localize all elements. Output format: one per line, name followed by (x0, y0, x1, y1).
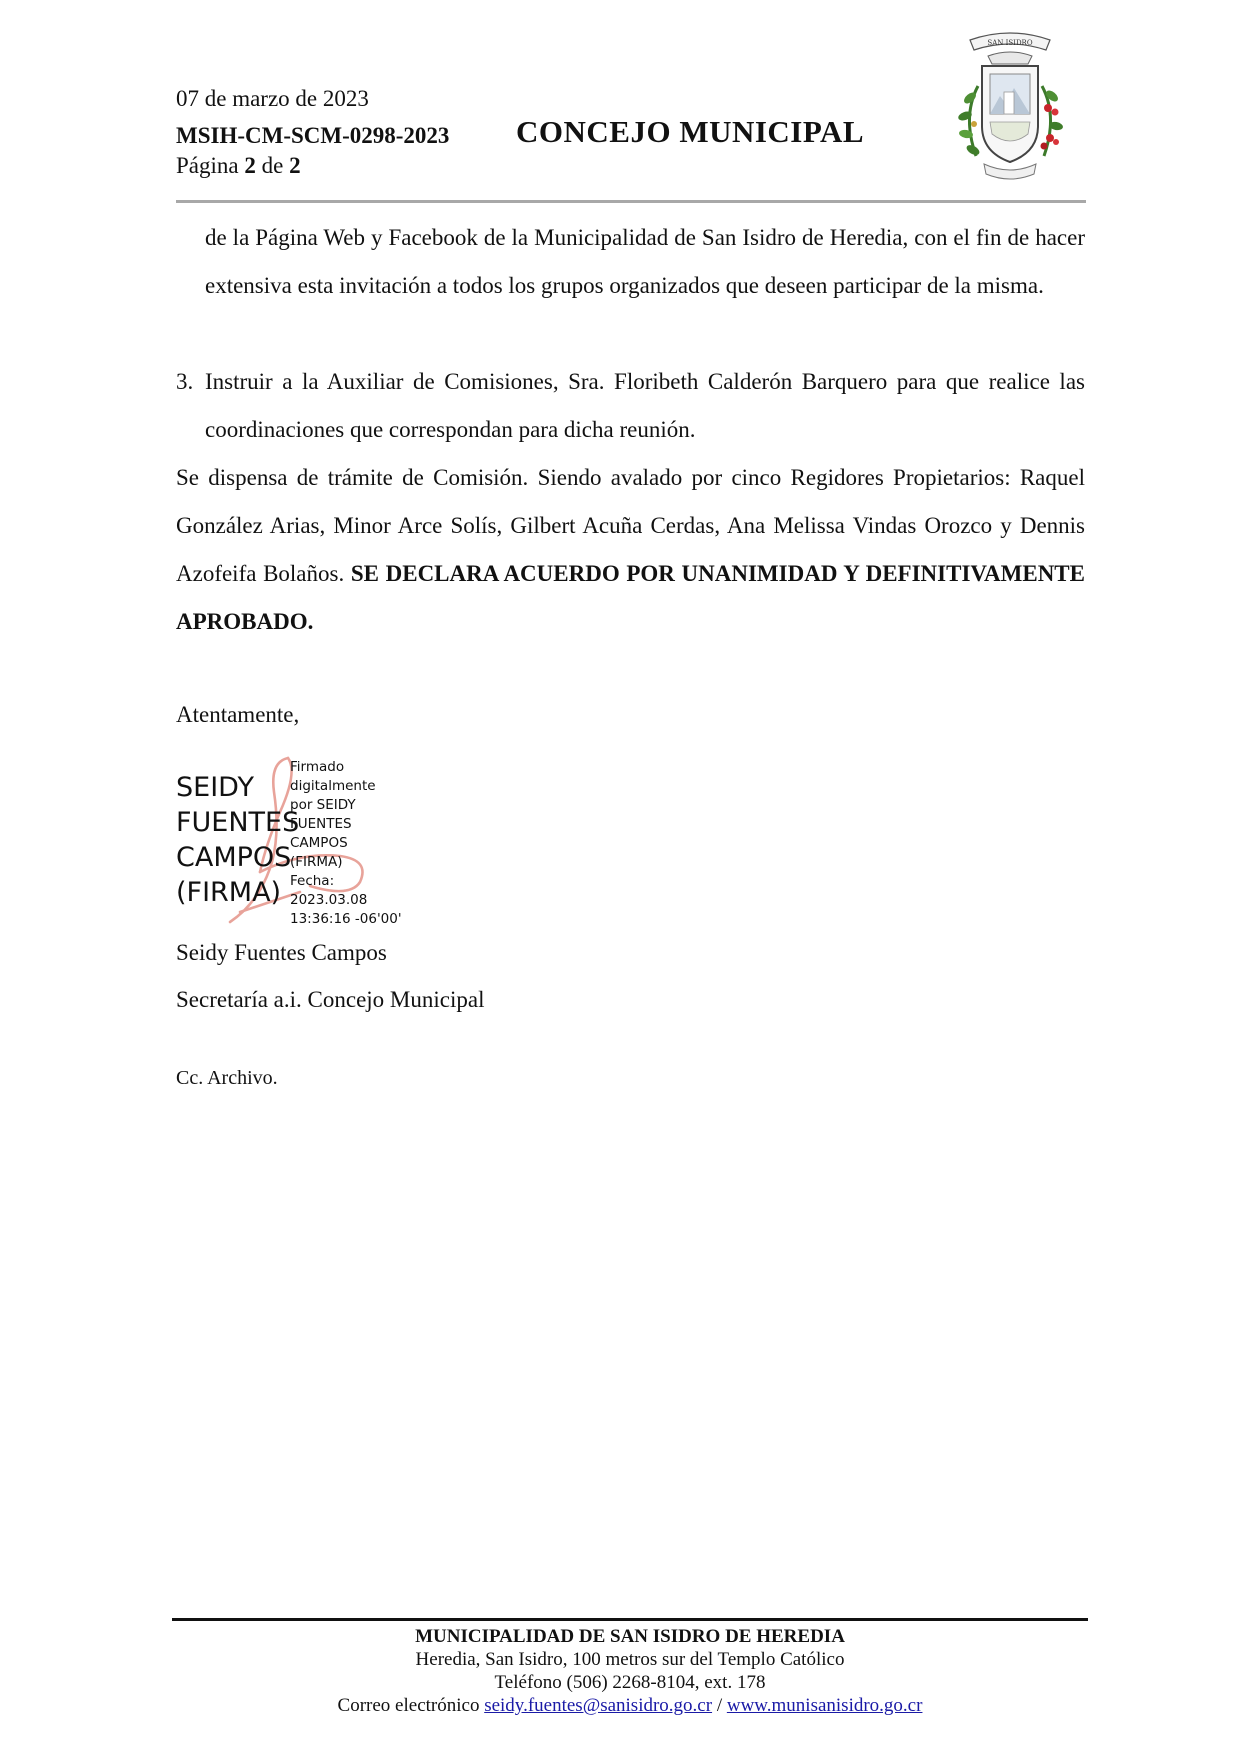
crest-banner-text: SAN ISIDRO (987, 39, 1033, 47)
continuation-paragraph: de la Página Web y Facebook de la Municipalidad de San Isidro de Heredia, con el fin de hacer extensiva esta invitación a todos los grupos organizados que deseen participar de la misma. (205, 225, 1085, 298)
list-item-3 (176, 358, 1085, 454)
agreement-declaration: SE DECLARA ACUERDO POR UNANIMIDAD Y DEFINITIVAMENTE APROBADO. (176, 561, 1085, 634)
document-reference: MSIH-CM-SCM-0298-2023 (176, 123, 450, 148)
page-total: 2 (289, 153, 301, 178)
footer-contact (172, 1694, 1088, 1717)
closing-salutation: Atentamente, (176, 702, 300, 727)
copy-recipients: Cc. Archivo. (176, 1067, 278, 1089)
agreement-paragraph (176, 454, 1085, 646)
signer-role: Secretaría a.i. Concejo Municipal (176, 987, 485, 1012)
page-current: 2 (244, 153, 256, 178)
footer-divider (172, 1618, 1088, 1621)
footer-email-prefix: Correo electrónico (337, 1695, 485, 1716)
footer-phone: Teléfono (506) 2268-8104, ext. 178 (494, 1672, 766, 1693)
footer-email-link[interactable]: seidy.fuentes@sanisidro.go.cr (484, 1695, 713, 1716)
page-number (176, 151, 301, 181)
header-divider (176, 200, 1086, 203)
footer-website-link[interactable]: www.munisanisidro.go.cr (726, 1695, 923, 1716)
signer-name: Seidy Fuentes Campos (176, 940, 387, 965)
list-item-text: Instruir a la Auxiliar de Comisiones, Sra. Floribeth Calderón Barquero para que realice las coordinaciones que correspondan para dicha reunión. (205, 369, 1085, 442)
document-date: 07 de marzo de 2023 (176, 86, 369, 111)
page-prefix: Página (176, 153, 245, 178)
signature-name-block: SEIDY FUENTES CAMPOS (FIRMA) (176, 772, 300, 908)
footer-separator: / (712, 1695, 727, 1716)
signature-details: Firmado digitalmente por SEIDY FUENTES CAMPOS (FIRMA) Fecha: 2023.03.08 13:36:16 -06'00' (290, 759, 402, 927)
org-title: CONCEJO MUNICIPAL (516, 114, 865, 149)
footer-address: Heredia, San Isidro, 100 metros sur del Templo Católico (415, 1649, 845, 1670)
agreement-text: Se dispensa de trámite de Comisión. Siendo avalado por cinco Regidores Propietarios: Raquel González Arias, Minor Arce Solís, Gilbert Acuña Cerdas, Ana Melissa Vindas Orozco y Dennis Azofeifa Bolaños. (176, 465, 1085, 586)
list-item-number: 3. (176, 369, 194, 394)
page-footer (172, 1625, 1088, 1717)
footer-org: MUNICIPALIDAD DE SAN ISIDRO DE HEREDIA (415, 1626, 845, 1647)
municipal-crest-icon (948, 26, 1072, 188)
page-mid: de (255, 153, 290, 178)
